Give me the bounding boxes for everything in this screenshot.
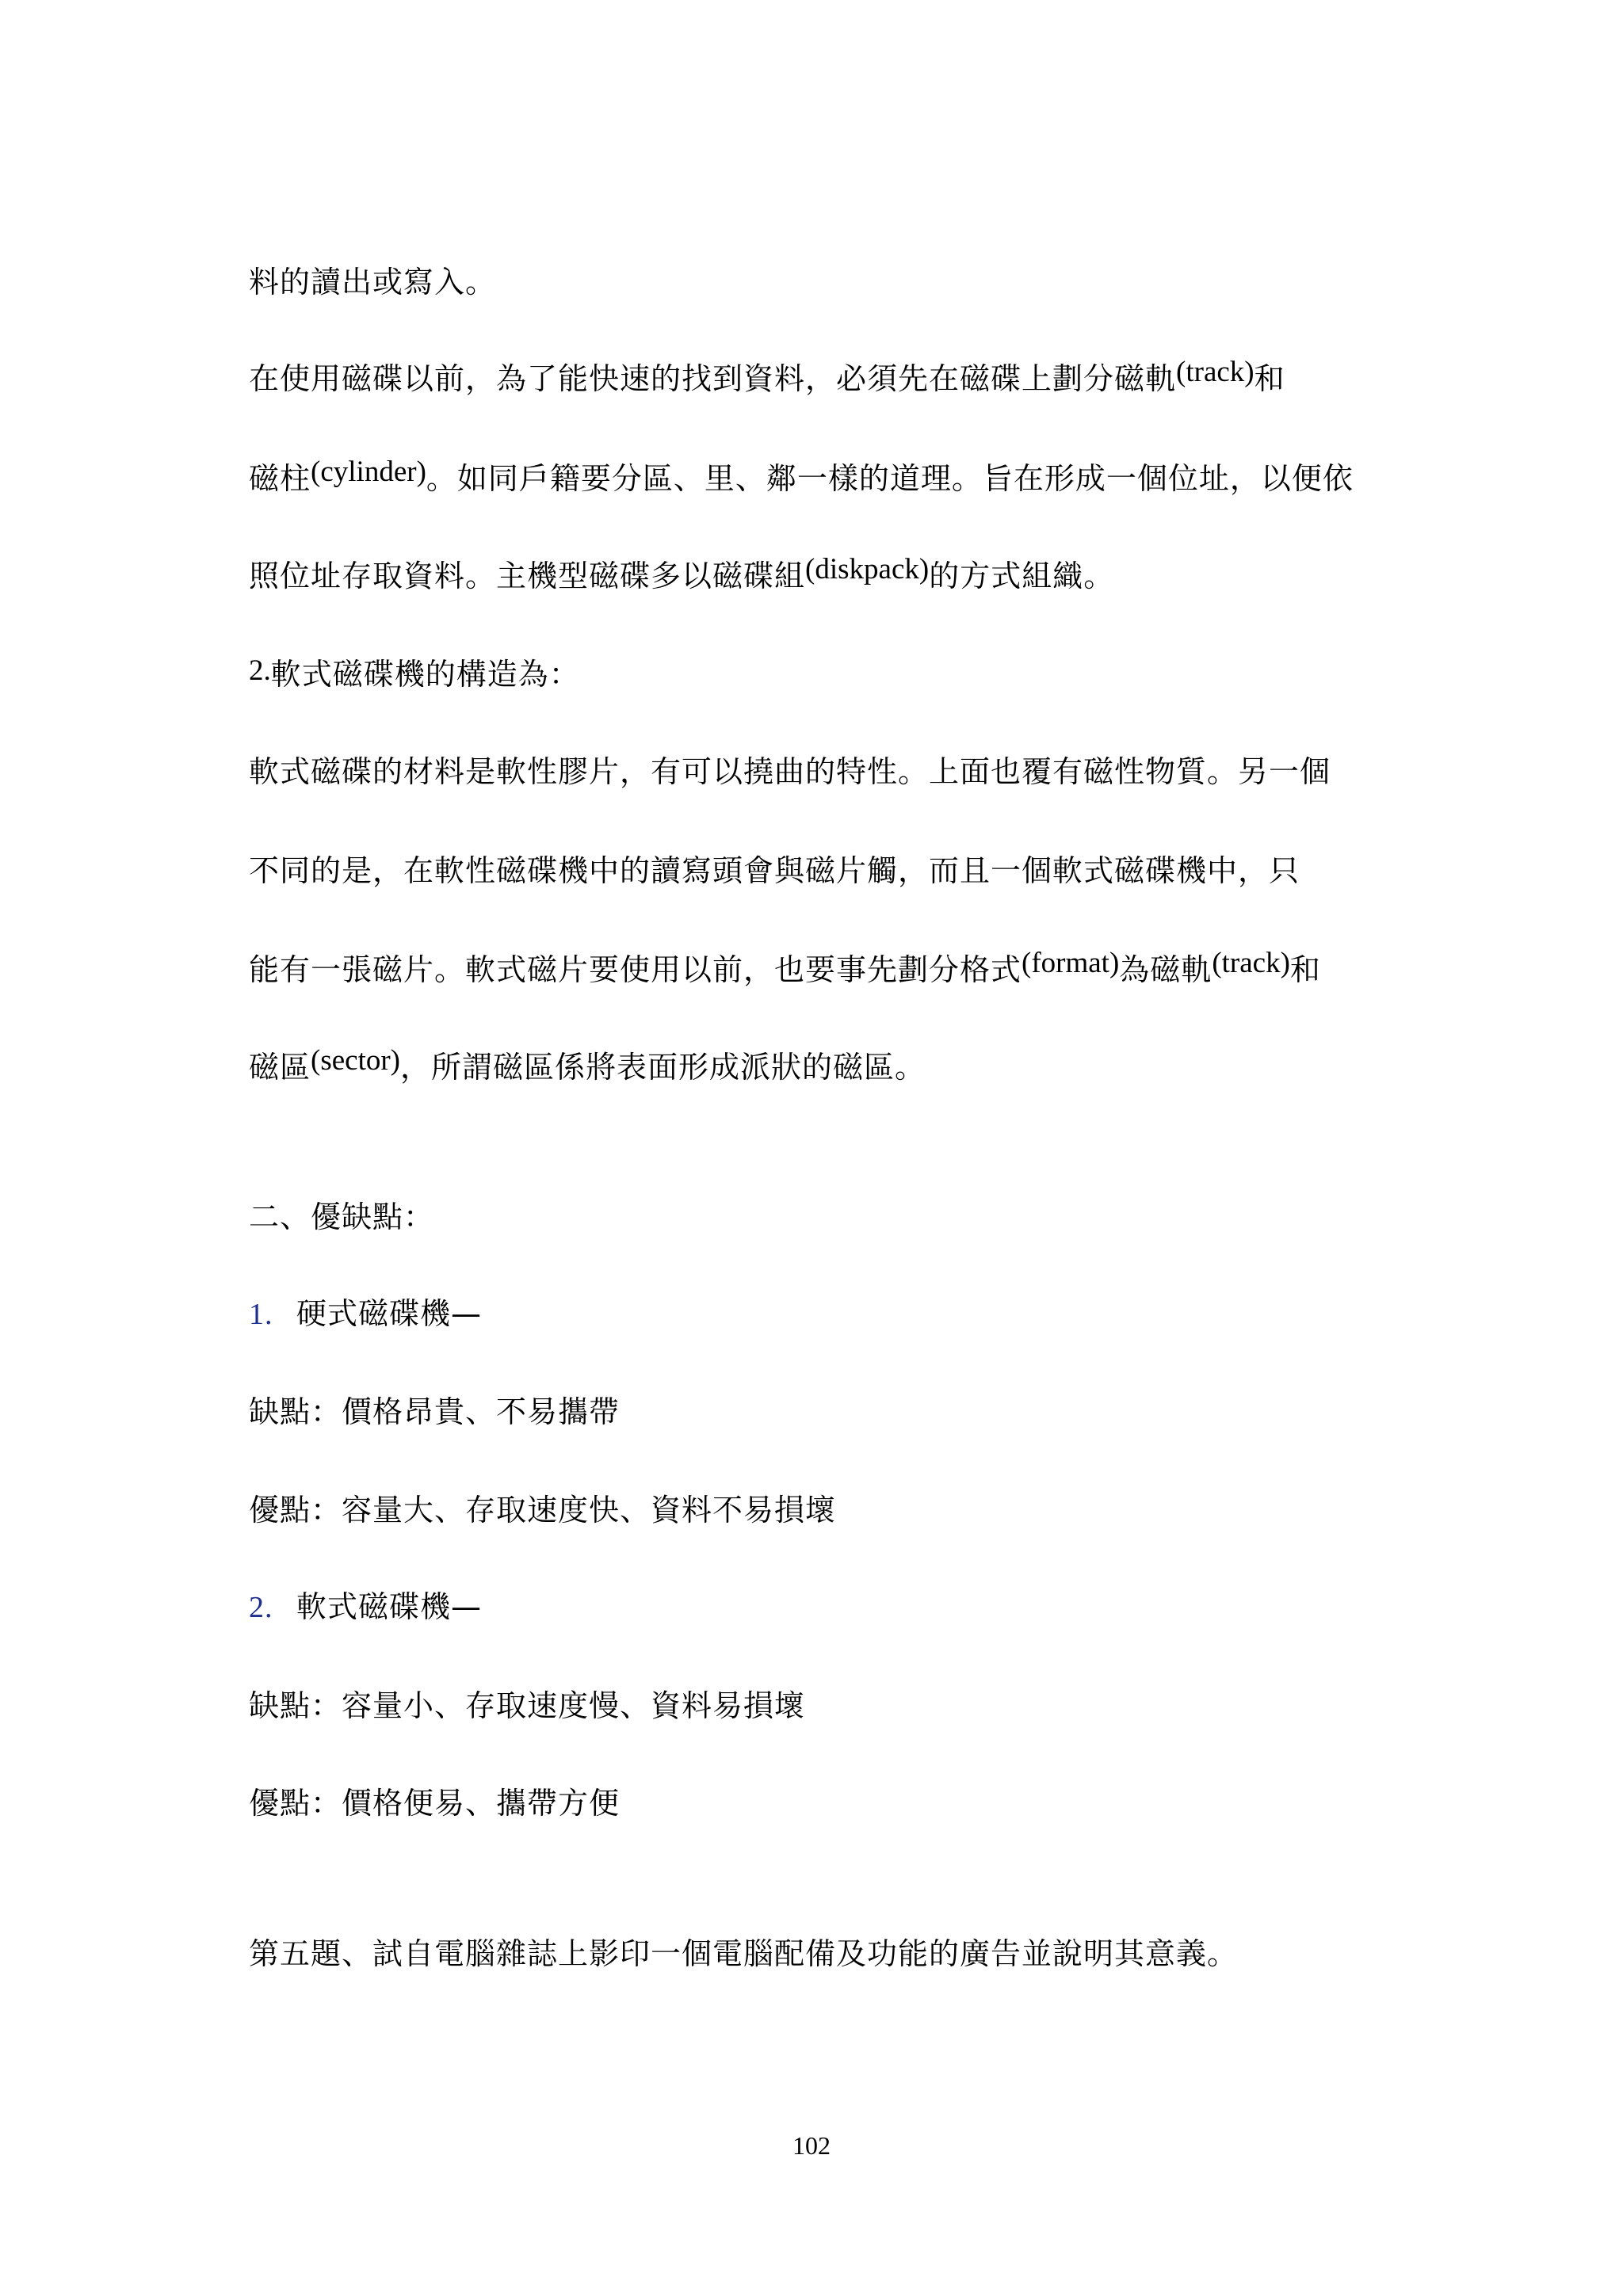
item1-number: 1. [249,1298,273,1331]
heading-number: 2. [249,654,271,687]
item1-title [249,1293,482,1335]
term-cylinder: (cylinder) [311,456,426,488]
text: 。如同戶籍要分區、里、鄰一樣的道理。旨在形成一個位址，以便依 [426,461,1354,496]
item2-title-text: 軟式磁碟機— [296,1589,483,1624]
text: 磁區 [249,1050,311,1085]
item2-pros: 優點：價格便易、攜帶方便 [249,1786,621,1821]
text: ，所謂磁區係將表面形成派狀的磁區。 [400,1050,926,1085]
item1-pros: 優點：容量大、存取速度快、資料不易損壞 [249,1493,837,1527]
term-format: (format) [1022,947,1120,979]
text: 為磁軌 [1119,952,1212,987]
section-title-pros-cons: 二、優缺點： [249,1199,435,1234]
item2-number: 2. [249,1591,273,1624]
item2-title [249,1586,482,1628]
paragraph2-line2 [249,458,1354,501]
paragraph3-line1: 軟式磁碟的材料是軟性膠片，有可以撓曲的特性。上面也覆有磁性物質。另一個 [249,754,1331,789]
paragraph3-line3 [249,949,1321,992]
item1-title-text: 硬式磁碟機— [296,1296,483,1331]
question5-text: 第五題、試自電腦雜誌上影印一個電腦配備及功能的廣告並說明其意義。 [249,1936,1239,1971]
paragraph3-line4 [249,1044,926,1089]
paragraph1-line1: 料的讀出或寫入。 [249,265,497,299]
text: 能有一張磁片。軟式磁片要使用以前，也要事先劃分格式 [249,952,1022,987]
item1-cons: 缺點：價格昂貴、不易攜帶 [249,1394,621,1429]
text: 的方式組織。 [929,559,1115,593]
paragraph2-line1 [249,358,1285,401]
text: 和 [1289,952,1321,987]
item2-cons: 缺點：容量小、存取速度慢、資料易損壞 [249,1688,806,1723]
paragraph2-line3 [249,555,1114,598]
heading-text: 軟式磁碟機的構造為： [270,657,580,692]
page-number: 102 [792,2131,831,2160]
term-diskpack: (diskpack) [805,553,930,585]
heading-floppy-structure [249,654,580,696]
term-track: (track) [1176,356,1254,388]
text: 和 [1254,361,1285,396]
paragraph3-line2: 不同的是，在軟性磁碟機中的讀寫頭會與磁片觸，而且一個軟式磁碟機中，只 [249,853,1300,888]
text: 磁柱 [249,461,311,496]
text: 照位址存取資料。主機型磁碟多以磁碟組 [249,559,806,593]
text: 在使用磁碟以前，為了能快速的找到資料，必須先在磁碟上劃分磁軌 [249,361,1177,396]
term-sector: (sector) [311,1044,401,1077]
term-track: (track) [1212,947,1290,979]
